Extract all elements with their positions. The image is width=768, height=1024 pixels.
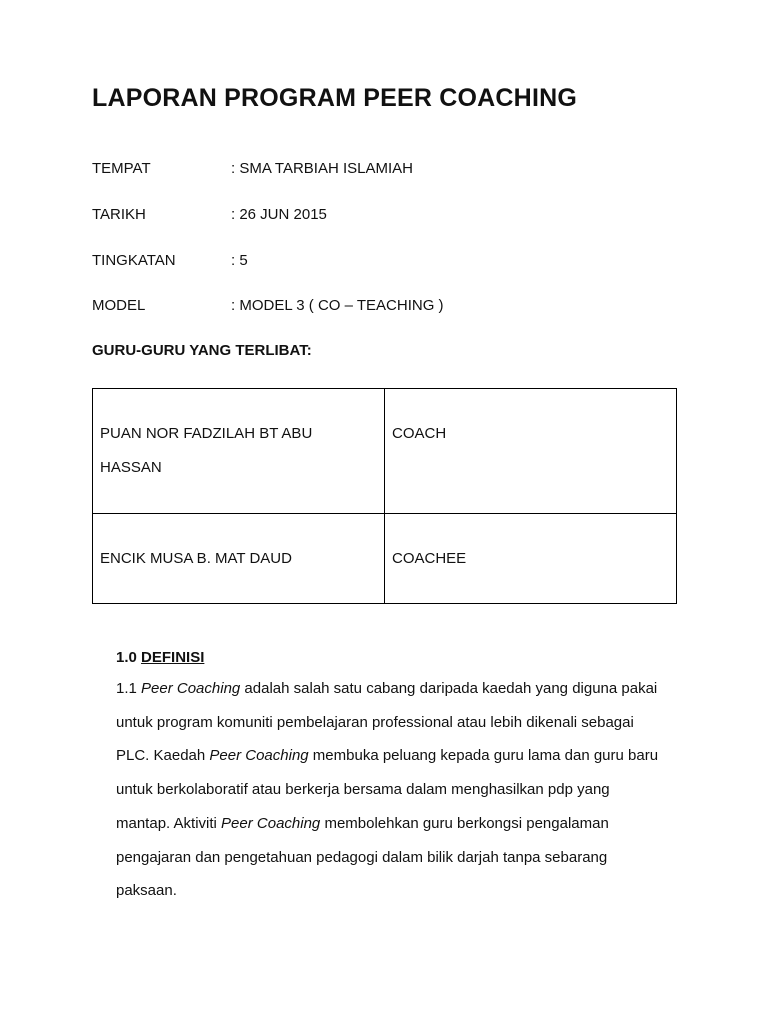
teachers-heading: GURU-GURU YANG TERLIBAT:: [92, 342, 312, 359]
field-value: : MODEL 3 ( CO – TEACHING ): [231, 297, 444, 314]
field-label: TINGKATAN: [92, 252, 176, 269]
paragraph-line: [116, 807, 686, 841]
teacher-role: COACHEE: [392, 549, 467, 567]
emphasis-run: Peer Coaching: [141, 680, 241, 697]
paragraph-line: [116, 773, 686, 807]
field-label: TARIKH: [92, 206, 146, 223]
field-value: : 5: [231, 252, 248, 269]
paragraph-line: [116, 672, 686, 706]
text-run: pengajaran dan pengetahuan pedagogi dalam bilik darjah tanpa sebarang: [116, 848, 608, 866]
text-run: membolehkan guru berkongsi pengalaman: [320, 814, 609, 832]
teacher-name-line: ENCIK MUSA B. MAT DAUD: [100, 549, 292, 567]
text-run: untuk program komuniti pembelajaran professional atau lebih dikenali sebagai: [116, 713, 634, 731]
field-value: : SMA TARBIAH ISLAMIAH: [231, 160, 413, 177]
teachers-table: [92, 388, 677, 604]
text-run: mantap. Aktiviti: [116, 814, 222, 832]
definition-paragraph: [116, 672, 686, 908]
paragraph-line: [116, 874, 686, 908]
teacher-role: COACH: [392, 425, 447, 442]
field-label: TEMPAT: [92, 160, 151, 177]
text-run: adalah salah satu cabang daripada kaedah yang diguna pakai: [240, 680, 658, 697]
paragraph-line: [116, 706, 686, 740]
emphasis-run: Peer Coaching: [221, 814, 321, 832]
paragraph-line: [116, 739, 686, 773]
teacher-role-cell: [385, 389, 677, 514]
text-run: membuka peluang kepada guru lama dan guru baru: [308, 747, 659, 765]
text-run: untuk berkolaboratif atau berkerja bersama dalam menghasilkan pdp yang: [116, 781, 610, 799]
teacher-name-cell: [93, 514, 385, 604]
teacher-name-cell: [93, 389, 385, 514]
section-number: 1.0: [116, 649, 137, 666]
teacher-role-cell: [385, 514, 677, 604]
field-label: MODEL: [92, 297, 146, 314]
text-run: 1.1: [116, 680, 142, 697]
teacher-name-line: PUAN NOR FADZILAH BT ABU: [100, 425, 313, 442]
text-run: PLC. Kaedah: [116, 747, 210, 765]
page-title: LAPORAN PROGRAM PEER COACHING: [92, 84, 577, 112]
table-row: [93, 514, 677, 604]
definition-heading: [116, 649, 204, 666]
table-row: [93, 389, 677, 514]
text-run: paksaan.: [116, 882, 177, 900]
teacher-name-line: HASSAN: [100, 459, 162, 476]
paragraph-line: [116, 841, 686, 875]
field-value: : 26 JUN 2015: [231, 206, 327, 223]
section-title: DEFINISI: [141, 649, 205, 666]
emphasis-run: Peer Coaching: [209, 747, 309, 765]
